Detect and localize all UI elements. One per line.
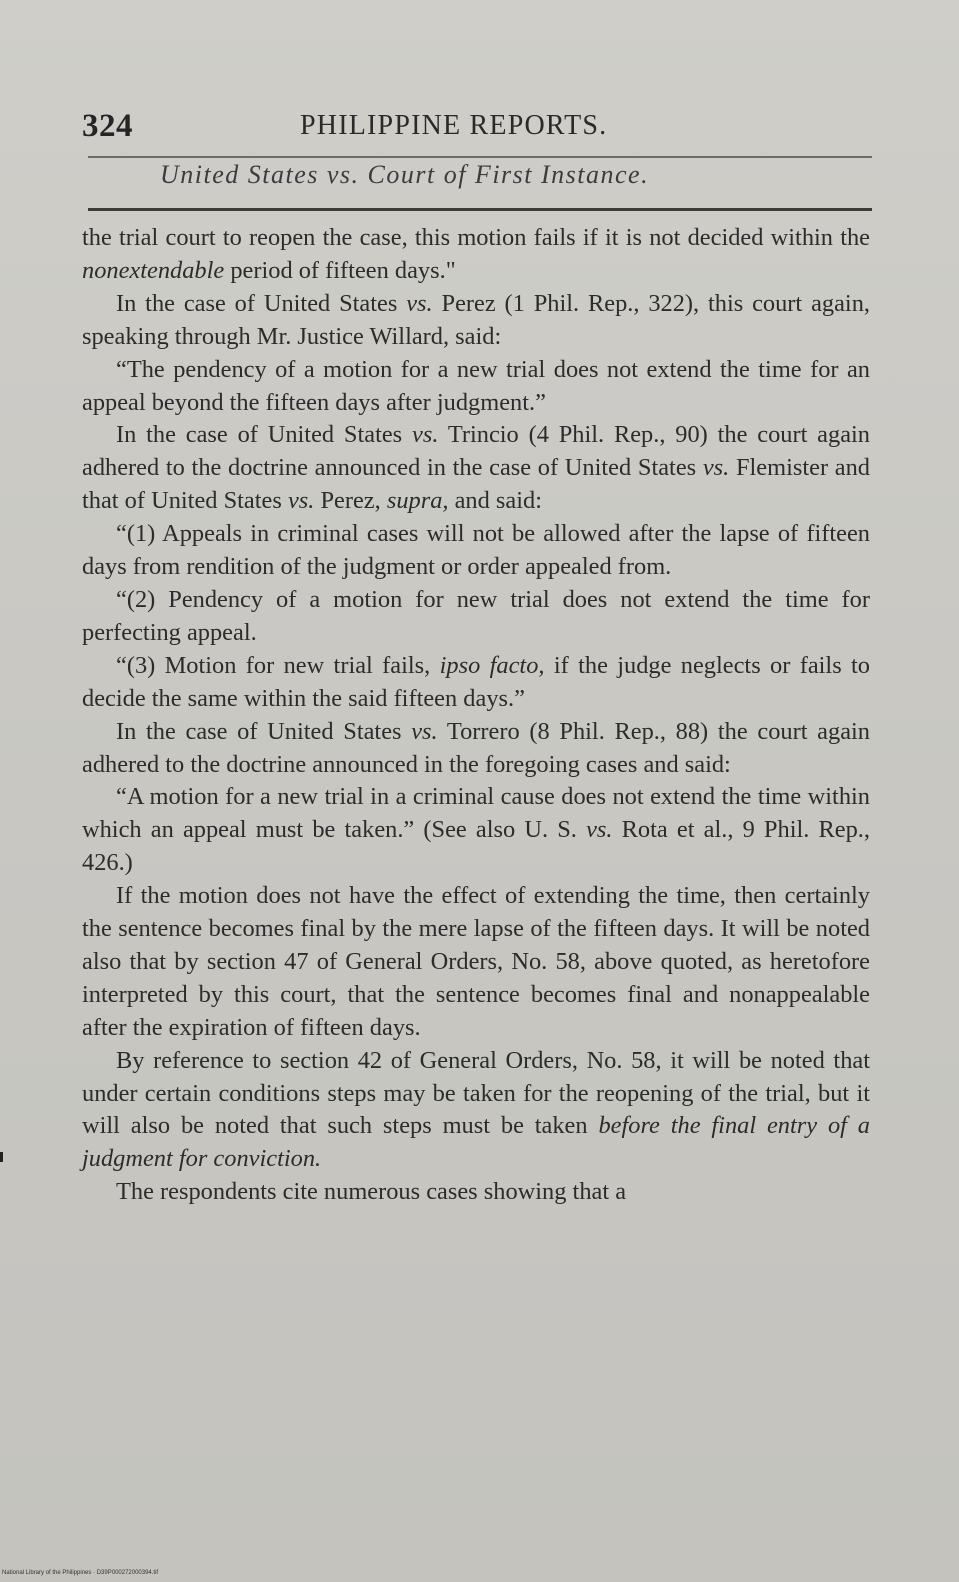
paragraph <box>82 880 870 1045</box>
header-rule-bottom <box>88 208 872 211</box>
text-run: Trincio (4 Phil. Rep., 90) the court again adhered to the doctrine announced in the case of United States <box>82 421 870 482</box>
text-run: Perez, <box>314 487 387 515</box>
paragraph <box>82 1045 870 1177</box>
text-run: Torrero (8 Phil. Rep., 88) the court again adhered to the doctrine announced in the foregoing cases and said: <box>82 717 870 778</box>
italic-text: vs. <box>702 454 730 482</box>
page-number: 324 <box>82 108 133 144</box>
italic-text: vs. <box>586 816 613 844</box>
text-run: In the case of United States <box>116 289 407 317</box>
paragraph <box>82 222 870 288</box>
text-run: “(2) Pendency of a motion for new trial does not extend the time for perfecting appeal. <box>82 585 870 646</box>
text-run: The respondents cite numerous cases showing that a <box>116 1178 627 1206</box>
italic-text: vs. <box>412 421 439 449</box>
paragraph <box>82 419 870 518</box>
running-title: PHILIPPINE REPORTS. <box>300 110 608 141</box>
text-run: Rota et al., 9 Phil. Rep., 426.) <box>82 816 870 877</box>
text-run: Flemister and that of United States <box>82 454 870 515</box>
text-run: If the motion does not have the effect of extending the time, then certainly the sentence becomes final by the mere lapse of the fifteen days. It will be noted also that by section 47 of General Orders, No. 58, above quoted, as heretofore interpreted by this court, that the sentence becomes final and nonappealable after the expiration of fifteen days. <box>82 882 870 1041</box>
text-run: “(1) Appeals in criminal cases will not be allowed after the lapse of fifteen days from rendition of the judgment or order appealed from. <box>82 520 870 581</box>
case-caption: United States vs. Court of First Instance. <box>160 160 650 189</box>
text-run: if the judge neglects or fails to decide the same within the said fifteen days.” <box>82 651 871 712</box>
paragraph <box>82 716 870 782</box>
text-run: In the case of United States <box>116 421 413 449</box>
italic-text: ipso facto, <box>439 651 545 679</box>
header-rule-top <box>88 156 872 158</box>
paragraph <box>82 1176 870 1209</box>
paragraph <box>82 650 870 716</box>
paragraph <box>82 781 870 880</box>
text-run: Perez (1 Phil. Rep., 322), this court again, speaking through Mr. Justice Willard, said: <box>82 289 870 350</box>
text-run: “(3) Motion for new trial fails, <box>116 651 440 679</box>
scan-footer: National Library of the Philippines · D39P000272000394.tif <box>2 1570 159 1576</box>
text-run: By reference to section 42 of General Orders, No. 58, it will be noted that under certain conditions steps may be taken for the reopening of the trial, but it will also be noted that such steps must be taken <box>82 1046 870 1140</box>
text-run: period of fifteen days." <box>224 256 456 284</box>
paragraph <box>82 584 870 650</box>
paragraph <box>82 518 870 584</box>
text-run: “A motion for a new trial in a criminal cause does not extend the time within which an appeal must be taken.” (See also U. S. <box>82 783 870 844</box>
italic-text: vs. <box>406 289 433 317</box>
italic-text: supra, <box>386 487 449 515</box>
paragraph <box>82 288 870 354</box>
italic-text: vs. <box>287 487 315 515</box>
scan-edge-mark <box>0 1152 3 1162</box>
paragraph <box>82 354 870 420</box>
italic-text: before the final entry of a judgment for conviction. <box>82 1112 870 1173</box>
body-text <box>82 222 870 1209</box>
text-run: the trial court to reopen the case, this motion fails if it is not decided within the <box>82 224 870 251</box>
page-header <box>82 108 872 148</box>
text-run: and said: <box>448 487 542 515</box>
italic-text: nonextendable <box>82 256 225 284</box>
text-run: In the case of United States <box>116 717 412 745</box>
text-run: “The pendency of a motion for a new trial does not extend the time for an appeal beyond the fifteen days after judgment.” <box>82 355 870 416</box>
italic-text: vs. <box>411 717 438 745</box>
